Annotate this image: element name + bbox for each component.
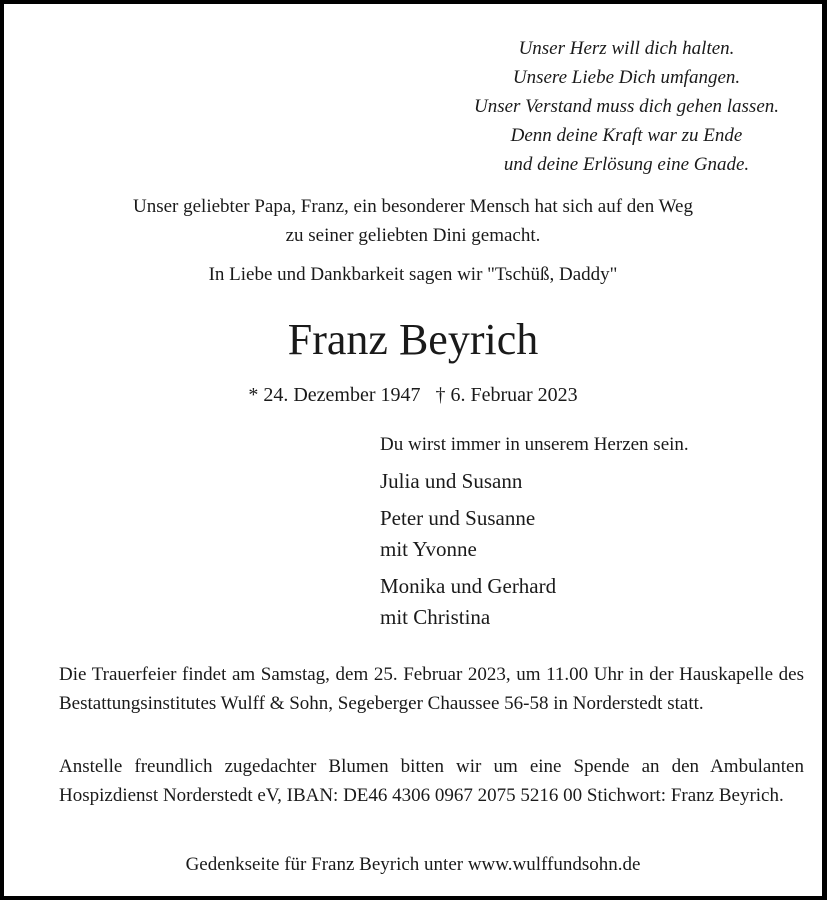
life-dates: * 24. Dezember 1947 † 6. Februar 2023 (248, 384, 578, 406)
deceased-name: Franz Beyrich (287, 315, 539, 364)
mourner-group (380, 503, 689, 565)
mourners-list (380, 429, 689, 639)
mourner-line: mit Yvonne (380, 537, 477, 561)
poem-line: Denn deine Kraft war zu Ende (510, 125, 743, 146)
poem-line: und deine Erlösung eine Gnade. (503, 154, 750, 175)
memorial-page-link[interactable]: Gedenkseite für Franz Beyrich unter www.wulffundsohn.de (185, 854, 641, 875)
mourners-motto: Du wirst immer in unserem Herzen sein. (380, 434, 689, 455)
donation-info: Anstelle freundlich zugedachter Blumen bitten wir um eine Spende an den Ambulanten Hospizdienst Norderstedt eV, IBAN: DE46 4306 0967 2075 5216 00 Stichwort: Franz Beyrich. (59, 756, 804, 806)
intro-line: Unser geliebter Papa, Franz, ein besonderer Mensch hat sich auf den Weg (132, 196, 693, 217)
service-info: Die Trauerfeier findet am Samstag, dem 25. Februar 2023, um 11.00 Uhr in der Hauskapelle des Bestattungsinstitutes Wulff & Sohn, Segeberger Chaussee 56-58 in Norderstedt statt. (59, 664, 804, 714)
intro-line: zu seiner geliebten Dini gemacht. (285, 225, 541, 246)
poem-line: Unser Herz will dich halten. (518, 38, 735, 59)
mourner-line: mit Christina (380, 605, 491, 629)
mourner-line: Julia und Susann (380, 469, 523, 493)
mourner-group (380, 466, 689, 497)
mourner-line: Peter und Susanne (380, 506, 536, 530)
mourner-line: Monika und Gerhard (380, 574, 557, 598)
poem-line: Unser Verstand muss dich gehen lassen. (473, 96, 780, 117)
obituary-notice (4, 4, 822, 896)
farewell-line: In Liebe und Dankbarkeit sagen wir "Tschüß, Daddy" (208, 264, 618, 285)
intro-text (4, 192, 822, 250)
poem (434, 34, 819, 179)
poem-line: Unsere Liebe Dich umfangen. (512, 67, 741, 88)
mourner-group (380, 571, 689, 633)
